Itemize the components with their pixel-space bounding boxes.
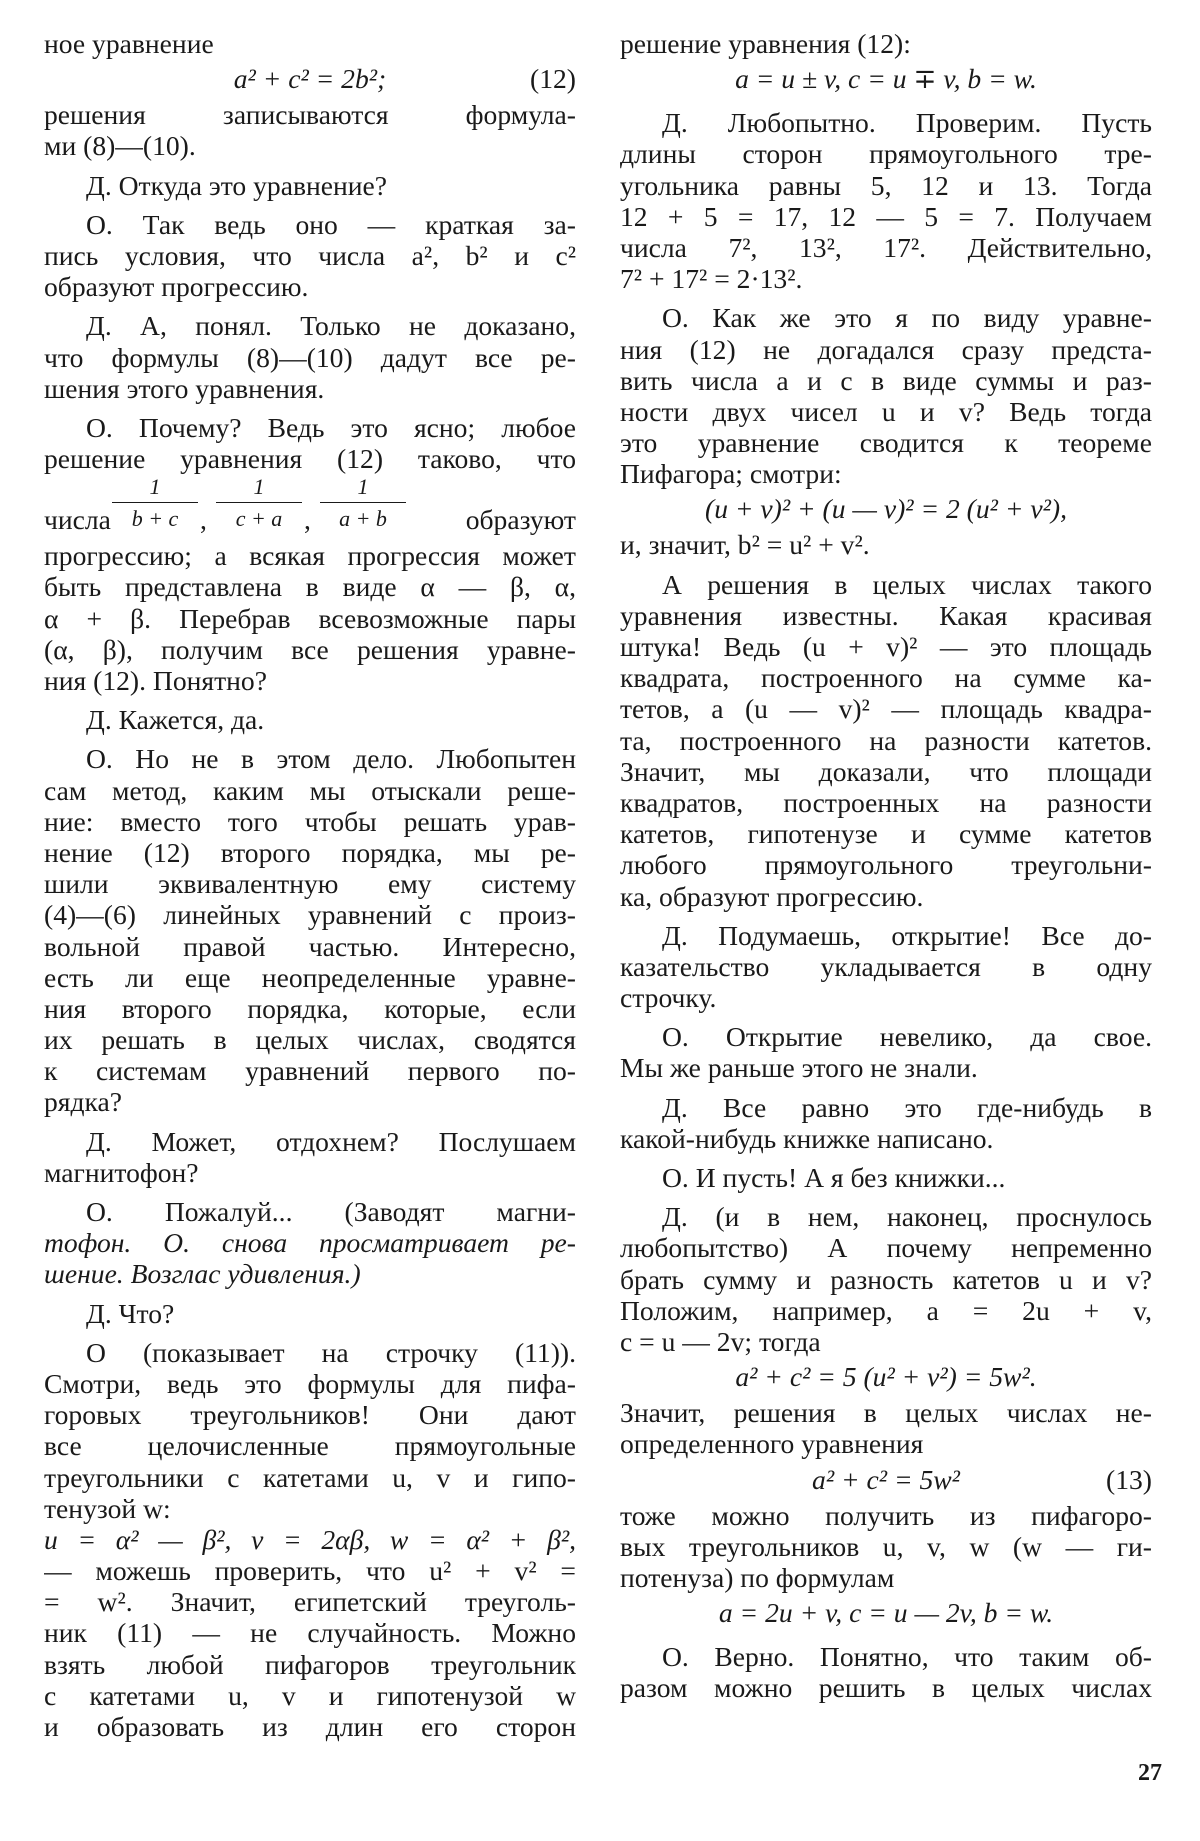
text-line: ности двух чисел u и v? Ведь тогда (620, 395, 1152, 427)
text-line: числа 7², 13², 17². Действительно, (620, 231, 1152, 263)
text-line: разом можно решить в целых числах (620, 1672, 1152, 1704)
text-line: 12 + 5 = 17, 12 — 5 = 7. Получаем (620, 200, 1152, 232)
text-line: α + β. Перебрав всевозможные пары (44, 602, 576, 634)
text-line: и образовать из длин его сторон (44, 1711, 576, 1742)
text-line: образуют прогрессию. (44, 271, 309, 303)
equation-text: a = u ± v, c = u ∓ v, b = w. (735, 63, 1037, 95)
text-line: тетов, а (u — v)² — площадь квадра- (620, 693, 1152, 725)
equation-13 (620, 1460, 1152, 1500)
fraction-numerator: 1 (112, 474, 198, 503)
text-line: к системам уравнений первого по- (44, 1055, 576, 1087)
text-line: быть представлена в виде α — β, α, (44, 571, 576, 603)
text-line: катетов, гипотенузе и сумме катетов (620, 818, 1152, 850)
text-line: строчку. (620, 982, 717, 1014)
equation-text: a² + c² = 2b²; (233, 63, 387, 95)
text-line: прогрессию; а всякая прогрессия может (44, 540, 576, 572)
dialogue-line: Д. Может, отдохнем? Послушаем (86, 1125, 576, 1157)
text-line: Пифагора; смотри: (620, 458, 842, 490)
text-line: шения этого уравнения. (44, 372, 325, 404)
text-line: вить числа a и c в виде суммы и раз- (620, 364, 1152, 396)
dialogue-line: Д. Откуда это уравнение? (86, 169, 388, 201)
text-line: решения записываются формула- (44, 99, 576, 131)
text-line: ми (8)—(10). (44, 130, 196, 162)
text-line: с катетами u, v и гипотенузой w (44, 1679, 576, 1711)
text-line: горовых треугольников! Они дают (44, 1399, 576, 1431)
text-line: какой-нибудь книжке написано. (620, 1122, 994, 1154)
text-line: штука! Ведь (u + v)² — это площадь (620, 631, 1152, 662)
equation-line (620, 59, 1152, 99)
text-line: вых треугольников u, v, w (w — ги- (620, 1530, 1152, 1562)
text-line: ние: вместо того чтобы решать урав- (44, 805, 576, 837)
text-line: тенузой w: (44, 1492, 171, 1524)
text-line: нение (12) второго порядка, мы ре- (44, 836, 576, 868)
text-line: определенного уравнения (620, 1428, 924, 1460)
dialogue-line: О (показывает на строчку (11)). (86, 1336, 576, 1368)
text-line: ник (11) — не случайность. Можно (44, 1617, 576, 1649)
right-column (620, 28, 1152, 1703)
text-line: любопытство) А почему непременно (620, 1232, 1152, 1264)
dialogue-line: Д. (и в нем, наконец, проснулось (662, 1201, 1152, 1233)
text-line: это уравнение сводится к теореме (620, 427, 1152, 459)
text-line: Смотри, ведь это формулы для пифа- (44, 1367, 576, 1399)
equation-text: a² + c² = 5w² (812, 1463, 960, 1495)
text-line: магнитофон? (44, 1156, 199, 1188)
text-line: ка, образуют прогрессию. (620, 880, 924, 912)
text-line: 7² + 17² = 2·13². (620, 263, 803, 295)
fraction-2 (216, 474, 302, 533)
equation-text: a² + c² = 5 (u² + v²) = 5w². (735, 1361, 1037, 1393)
stage-direction: шение. Возглас удивления.) (44, 1258, 361, 1290)
text-line: — можешь проверить, что u² + v² = (44, 1555, 576, 1587)
text-line: длины сторон прямоугольного тре- (620, 138, 1152, 170)
dialogue-line: Д. Любопытно. Проверим. Пусть (662, 107, 1152, 139)
dialogue-line: А решения в целых числах такого (662, 568, 1152, 600)
dialogue-line: О. Как же это я по виду уравне- (662, 302, 1152, 334)
dialogue-line: О. Почему? Ведь это ясно; любое (86, 411, 576, 443)
equation-text: (u + v)² + (u — v)² = 2 (u² + v²), (705, 493, 1067, 525)
text-line: c = u — 2v; тогда (620, 1325, 821, 1357)
equation-12 (44, 59, 576, 99)
text-line: любого прямоугольного треугольни- (620, 849, 1152, 881)
text-line: казательство укладывается в одну (620, 950, 1152, 982)
text-line: квадрата, построенного на сумме ка- (620, 662, 1152, 694)
text-line: (α, β), получим все решения уравне- (44, 633, 576, 665)
dialogue-line: О. Пожалуй... (Заводят магни- (86, 1196, 576, 1227)
text-line: ное уравнение (44, 28, 214, 59)
fraction-denominator: b + c (131, 506, 179, 532)
fraction-numerator: 1 (320, 474, 406, 503)
left-column (44, 28, 576, 1742)
stage-direction: тофон. О. снова просматривает ре- (44, 1227, 576, 1259)
fraction-numerator: 1 (216, 474, 302, 503)
text-line: тоже можно получить из пифагоро- (620, 1499, 1152, 1531)
fraction-denominator: a + b (339, 506, 387, 532)
text-line: потенуза) по формулам (620, 1561, 895, 1593)
dialogue-line: Д. А, понял. Только не доказано, (86, 310, 576, 342)
fraction-tail: образуют (465, 504, 576, 536)
text-line: и, значит, b² = u² + v². (620, 529, 870, 561)
equation-line (620, 1357, 1152, 1397)
dialogue-line: Д. Все равно это где-нибудь в (662, 1091, 1152, 1123)
text-line: Мы же раньше этого не знали. (620, 1052, 978, 1084)
text-line: ния (12). Понятно? (44, 665, 267, 696)
text-line: есть ли еще неопределенные уравне- (44, 961, 576, 993)
equation-line (620, 489, 1152, 529)
fraction-label: числа (44, 504, 111, 536)
fraction-3 (320, 474, 406, 533)
text-line: = w². Значит, египетский треуголь- (44, 1586, 576, 1618)
dialogue-line: О. И пусть! А я без книжки... (662, 1162, 1006, 1193)
dialogue-line: О. Открытие невелико, да свое. (662, 1021, 1152, 1053)
text-line: решение уравнения (12) таково, что (44, 443, 576, 475)
text-line: что формулы (8)—(10) дадут все ре- (44, 341, 576, 373)
equation-text: a = 2u + v, c = u — 2v, b = w. (718, 1597, 1054, 1629)
text-line: Положим, например, a = 2u + v, (620, 1294, 1152, 1326)
text-line: Значит, решения в целых числах не- (620, 1397, 1152, 1429)
text-line: рядка? (44, 1086, 123, 1118)
fraction-line: числа $\frac{1}{b + c}$ , $\frac{1}{c + a}$ , $\frac{1}{a + b}$ образуют (44, 474, 576, 536)
text-line: (4)—(6) линейных уравнений с произ- (44, 899, 576, 931)
text-line: Значит, мы доказали, что площади (620, 755, 1152, 787)
text-line: квадратов, построенных на разности (620, 786, 1152, 818)
dialogue-line: Д. Что? (86, 1297, 175, 1329)
dialogue-line: О. Так ведь оно — краткая за- (86, 208, 576, 240)
text-line: вольной правой частью. Интересно, (44, 930, 576, 962)
formula-line: u = α² — β², v = 2αβ, w = α² + β², (44, 1523, 576, 1555)
equation-number: (12) (530, 63, 576, 95)
book-page (44, 28, 1164, 1808)
text-line: шили эквивалентную ему систему (44, 868, 576, 900)
text-line: взять любой пифагоров треугольник (44, 1648, 576, 1680)
text-line: уравнения известны. Какая красивая (620, 599, 1152, 631)
text-line: треугольники с катетами u, v и гипо- (44, 1461, 576, 1493)
text-line: их решать в целых числах, сводятся (44, 1024, 576, 1056)
dialogue-line: Д. Кажется, да. (86, 704, 265, 736)
equation-line (620, 1593, 1152, 1633)
text-line: все целочисленные прямоугольные (44, 1430, 576, 1462)
text-line: брать сумму и разность катетов u и v? (620, 1263, 1152, 1295)
text-line: та, построенного на разности катетов. (620, 724, 1152, 756)
page-number: 27 (1138, 1760, 1162, 1786)
text-line: угольника равны 5, 12 и 13. Тогда (620, 169, 1152, 201)
fraction-1 (112, 474, 198, 533)
dialogue-line: О. Верно. Понятно, что таким об- (662, 1641, 1152, 1673)
text-line: пись условия, что числа a², b² и c² (44, 239, 576, 271)
equation-number: (13) (1106, 1463, 1152, 1495)
text-line: сам метод, каким мы отыскали реше- (44, 774, 576, 806)
text-line: ния (12) не догадался сразу предста- (620, 333, 1152, 365)
dialogue-line: О. Но не в этом дело. Любопытен (86, 743, 576, 775)
text-line: решение уравнения (12): (620, 28, 911, 59)
text-line: ния второго порядка, которые, если (44, 992, 576, 1024)
dialogue-line: Д. Подумаешь, открытие! Все до- (662, 919, 1152, 951)
fraction-denominator: c + a (235, 506, 283, 532)
